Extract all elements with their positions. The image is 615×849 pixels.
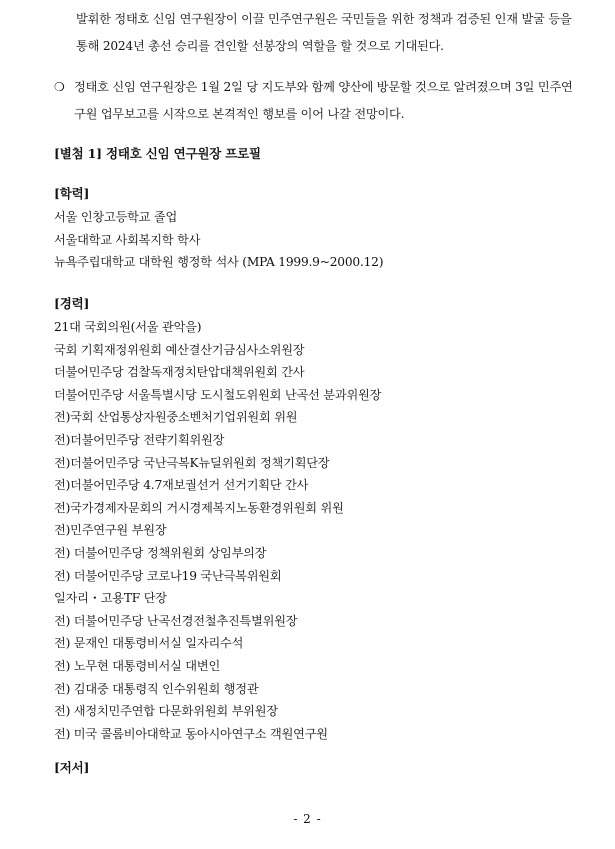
career-item: 전)민주연구원 부원장	[54, 523, 167, 538]
career-item: 더불어민주당 서울특별시당 도시철도위원회 난곡선 분과위원장	[54, 387, 382, 402]
career-heading: [경력]	[54, 296, 90, 311]
career-item: 전)더불어민주당 4.7재보궐선거 선거기획단 간사	[54, 478, 309, 493]
career-item: 전) 김대중 대통령직 인수위원회 행정관	[54, 681, 259, 696]
intro-paragraph: 발휘한 정태호 신임 연구원장이 이끌 민주연구원은 국민들을 위한 정책과 검증된 인재 발굴 등을 통해 2024년 총선 승리를 견인할 선봉장의 역할을 할 것으로 기대된다.	[76, 12, 572, 53]
career-list	[54, 316, 381, 745]
education-item: 뉴욕주립대학교 대학원 행정학 석사 (MPA 1999.9~2000.12)	[54, 255, 384, 270]
career-item: 전) 더불어민주당 난곡선경전철추진특별위원장	[54, 613, 298, 628]
writing-heading: [저서]	[54, 760, 90, 775]
career-item: 더불어민주당 검찰독재정치탄압대책위원회 간사	[54, 365, 305, 380]
career-item: 전) 미국 콜롬비아대학교 동아시아연구소 객원연구원	[54, 726, 328, 741]
bullet-paragraph	[54, 74, 574, 128]
career-item: 전)국회 산업통상자원중소벤처기업위원회 위원	[54, 410, 298, 425]
career-item: 국회 기획재정위원회 예산결산기금심사소위원장	[54, 342, 305, 357]
career-item: 전)더불어민주당 전략기획위원장	[54, 432, 225, 447]
education-item: 서울대학교 사회복지학 학사	[54, 232, 201, 247]
career-item: 21대 국회의원(서울 관악을)	[54, 320, 202, 334]
career-item: 일자리・고용TF 단장	[54, 591, 167, 606]
career-item: 전) 노무현 대통령비서실 대변인	[54, 658, 221, 673]
career-item: 전) 더불어민주당 정책위원회 상임부의장	[54, 545, 267, 560]
education-heading: [학력]	[54, 186, 90, 201]
education-list	[54, 206, 383, 274]
page-number: - 2 -	[293, 812, 322, 826]
attachment-title: [별첨 1] 정태호 신임 연구원장 프로필	[54, 146, 261, 161]
circle-bullet-icon: ❍	[54, 80, 65, 94]
career-item: 전)더불어민주당 국난극복K뉴딜위원회 정책기획단장	[54, 455, 330, 470]
career-item: 전) 문재인 대통령비서실 일자리수석	[54, 636, 244, 651]
career-item: 전) 새정치민주연합 다문화위원회 부위원장	[54, 704, 278, 719]
bullet-paragraph-text: 정태호 신임 연구원장은 1월 2일 당 지도부와 함께 양산에 방문할 것으로 알려졌으며 3일 민주연구원 업무보고를 시작으로 본격적인 행보를 이어 나갈 전망이다.	[74, 80, 573, 121]
career-item: 전) 더불어민주당 코로나19 국난극복위원회	[54, 568, 282, 583]
education-item: 서울 인창고등학교 졸업	[54, 210, 178, 224]
career-item: 전)국가경제자문회의 거시경제복지노동환경위원회 위원	[54, 500, 344, 515]
